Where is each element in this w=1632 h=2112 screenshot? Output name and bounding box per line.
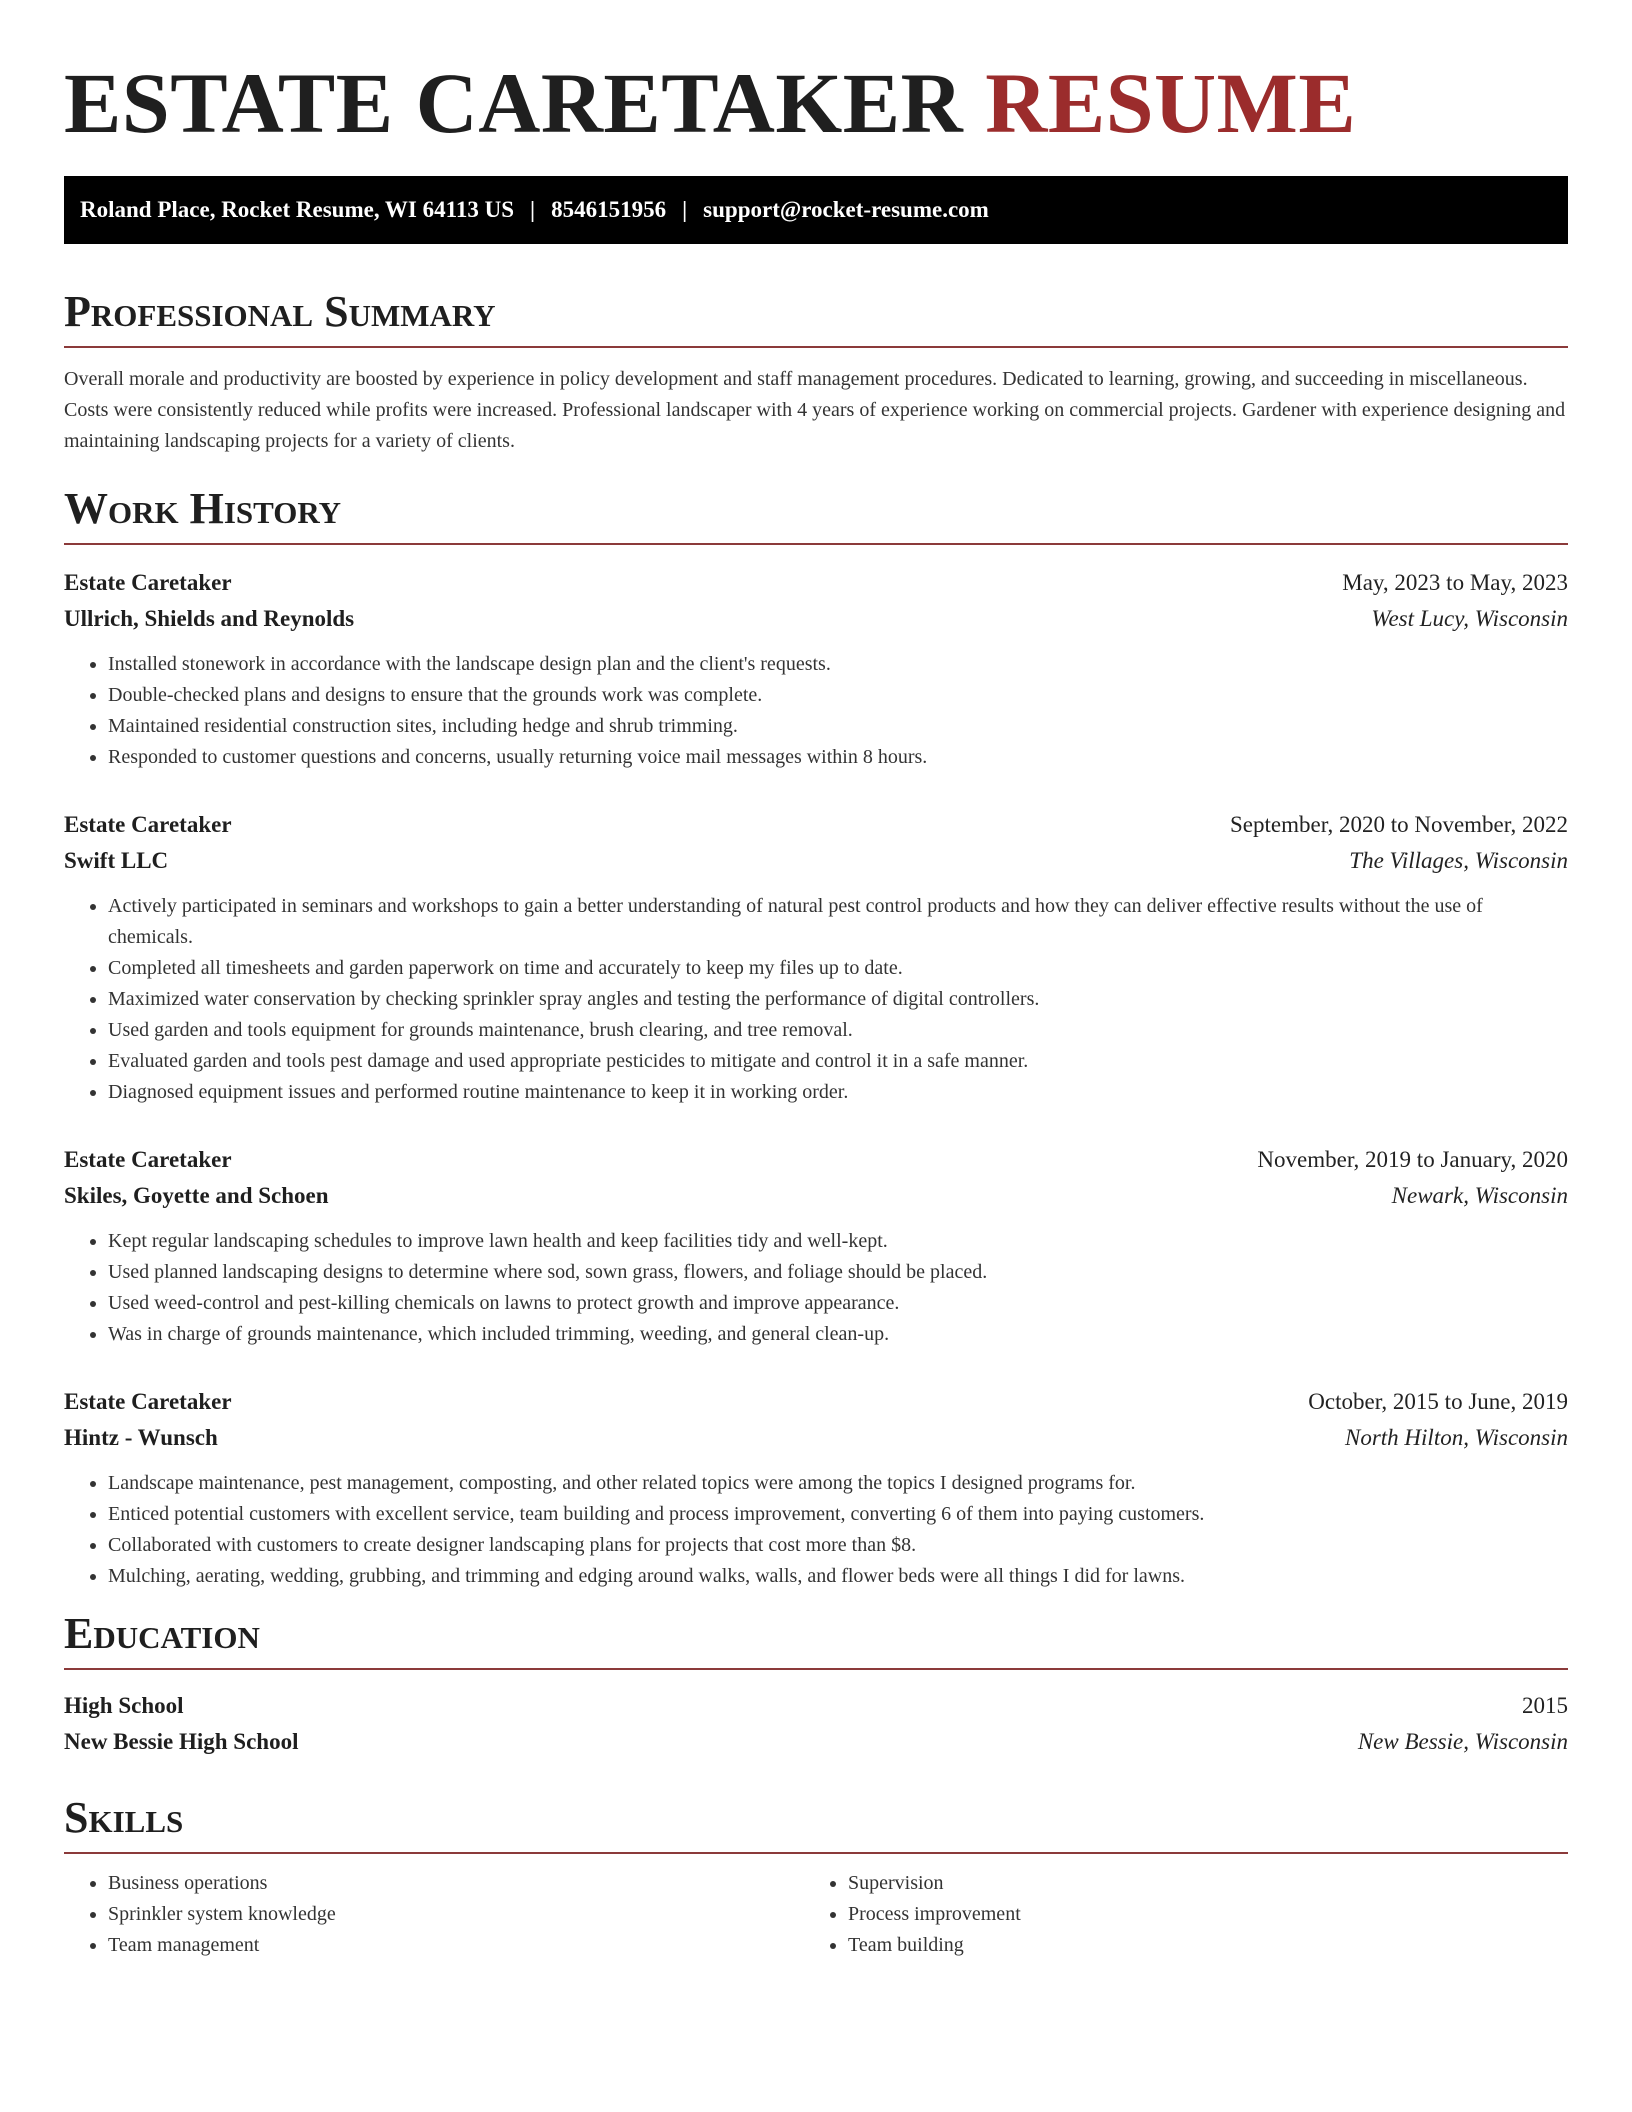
job-bullet: • Double-checked plans and designs to ensure that the grounds work was complete.: [108, 680, 1568, 711]
job-location: West Lucy, Wisconsin: [1371, 606, 1568, 631]
work-history-heading: Work History: [64, 485, 1568, 545]
skills-left-column: [64, 1868, 804, 1961]
job-bullet: • Collaborated with customers to create designer landscaping plans for projects that cost more than $8.: [108, 1530, 1568, 1561]
job-entry: [64, 807, 1568, 1108]
job-bullet: • Actively participated in seminars and workshops to gain a better understanding of natural pest control products and how they can deliver effective results without the use of chemicals.: [108, 891, 1568, 953]
job-location: North Hilton, Wisconsin: [1345, 1425, 1568, 1450]
job-bullet: • Enticed potential customers with excellent service, team building and process improvement, converting 6 of them into paying customers.: [108, 1499, 1568, 1530]
job-company-row: [64, 1420, 1568, 1456]
job-company: Hintz - Wunsch: [64, 1425, 218, 1450]
skills-heading: Skills: [64, 1794, 1568, 1854]
job-bullets: [64, 891, 1568, 1108]
skills-right-column: [804, 1868, 1544, 1961]
education-degree: High School: [64, 1693, 184, 1718]
job-company-row: [64, 1178, 1568, 1214]
title-main: ESTATE CARETAKER: [64, 55, 964, 151]
summary-text: Overall morale and productivity are boosted by experience in policy development and staff management procedures. Dedicated to learning, growing, and succeeding in miscellaneous. Costs were consistently reduced while profits were increased. Professional landscaper with 4 years of experience working on commercial projects. Gardener with experience designing and maintaining landscaping projects for a variety of clients.: [64, 368, 1566, 452]
skills-columns: [64, 1868, 1568, 1961]
job-title: Estate Caretaker: [64, 1147, 232, 1172]
job-bullet: • Used garden and tools equipment for grounds maintenance, brush clearing, and tree removal.: [108, 1015, 1568, 1046]
job-dates: September, 2020 to November, 2022: [1230, 812, 1568, 837]
job-header-row: [64, 1384, 1568, 1420]
job-location: The Villages, Wisconsin: [1349, 848, 1568, 873]
education-entry: [64, 1688, 1568, 1760]
job-dates: October, 2015 to June, 2019: [1308, 1389, 1568, 1414]
contact-separator: |: [530, 197, 536, 222]
job-bullet: • Installed stonework in accordance with the landscape design plan and the client's requests.: [108, 649, 1568, 680]
job-company: Ullrich, Shields and Reynolds: [64, 606, 355, 631]
education-section: [64, 1610, 1568, 1760]
job-dates: November, 2019 to January, 2020: [1257, 1147, 1568, 1172]
job-company-row: [64, 601, 1568, 637]
job-bullet: • Kept regular landscaping schedules to improve lawn health and keep facilities tidy and well-kept.: [108, 1226, 1568, 1257]
skill-item: • Supervision: [848, 1868, 1544, 1899]
education-location: New Bessie, Wisconsin: [1357, 1729, 1568, 1754]
job-header-row: [64, 565, 1568, 601]
contact-phone: 8546151956: [551, 197, 667, 222]
job-dates: May, 2023 to May, 2023: [1342, 570, 1568, 595]
skill-item: • Business operations: [108, 1868, 804, 1899]
contact-email: support@rocket-resume.com: [703, 197, 989, 222]
skill-item: • Team management: [108, 1930, 804, 1961]
job-bullet: • Used weed-control and pest-killing chemicals on lawns to protect growth and improve appearance.: [108, 1288, 1568, 1319]
skill-item: • Sprinkler system knowledge: [108, 1899, 804, 1930]
job-bullet: • Maintained residential construction sites, including hedge and shrub trimming.: [108, 711, 1568, 742]
skills-section: [64, 1794, 1568, 1961]
job-location: Newark, Wisconsin: [1391, 1183, 1568, 1208]
job-bullet: • Used planned landscaping designs to determine where sod, sown grass, flowers, and foliage should be placed.: [108, 1257, 1568, 1288]
job-bullet: • Mulching, aerating, wedding, grubbing, and trimming and edging around walks, walls, and flower beds were all things I did for lawns.: [108, 1561, 1568, 1592]
resume-page: [64, 55, 1568, 1961]
job-bullet: • Completed all timesheets and garden paperwork on time and accurately to keep my files up to date.: [108, 953, 1568, 984]
job-entry: [64, 565, 1568, 773]
job-title: Estate Caretaker: [64, 812, 232, 837]
job-entry: [64, 1384, 1568, 1592]
education-year: 2015: [1522, 1693, 1568, 1718]
job-bullets: [64, 1468, 1568, 1592]
contact-address: Roland Place, Rocket Resume, WI 64113 US: [80, 197, 515, 222]
job-bullet: • Maximized water conservation by checking sprinkler spray angles and testing the performance of digital controllers.: [108, 984, 1568, 1015]
job-company: Swift LLC: [64, 848, 169, 873]
job-bullet: • Landscape maintenance, pest management, composting, and other related topics were among the topics I designed programs for.: [108, 1468, 1568, 1499]
title-accent: RESUME: [985, 55, 1357, 151]
job-entry: [64, 1142, 1568, 1350]
contact-bar: [64, 176, 1568, 244]
job-bullet: • Responded to customer questions and concerns, usually returning voice mail messages within 8 hours.: [108, 742, 1568, 773]
summary-heading: Professional Summary: [64, 288, 1568, 348]
education-degree-row: [64, 1688, 1568, 1724]
contact-separator: |: [682, 197, 688, 222]
job-title: Estate Caretaker: [64, 570, 232, 595]
education-heading: Education: [64, 1610, 1568, 1670]
job-bullet: • Was in charge of grounds maintenance, which included trimming, weeding, and general clean-up.: [108, 1319, 1568, 1350]
education-school-row: [64, 1724, 1568, 1760]
work-history-section: [64, 485, 1568, 1592]
skill-item: • Team building: [848, 1930, 1544, 1961]
resume-title: [64, 55, 1568, 151]
job-bullet: • Diagnosed equipment issues and performed routine maintenance to keep it in working order.: [108, 1077, 1568, 1108]
job-company: Skiles, Goyette and Schoen: [64, 1183, 329, 1208]
job-header-row: [64, 1142, 1568, 1178]
education-school: New Bessie High School: [64, 1729, 299, 1754]
job-title: Estate Caretaker: [64, 1389, 232, 1414]
skill-item: • Process improvement: [848, 1899, 1544, 1930]
job-bullets: [64, 649, 1568, 773]
summary-section: [64, 288, 1568, 457]
job-company-row: [64, 843, 1568, 879]
job-bullet: • Evaluated garden and tools pest damage and used appropriate pesticides to mitigate and control it in a safe manner.: [108, 1046, 1568, 1077]
job-header-row: [64, 807, 1568, 843]
job-bullets: [64, 1226, 1568, 1350]
